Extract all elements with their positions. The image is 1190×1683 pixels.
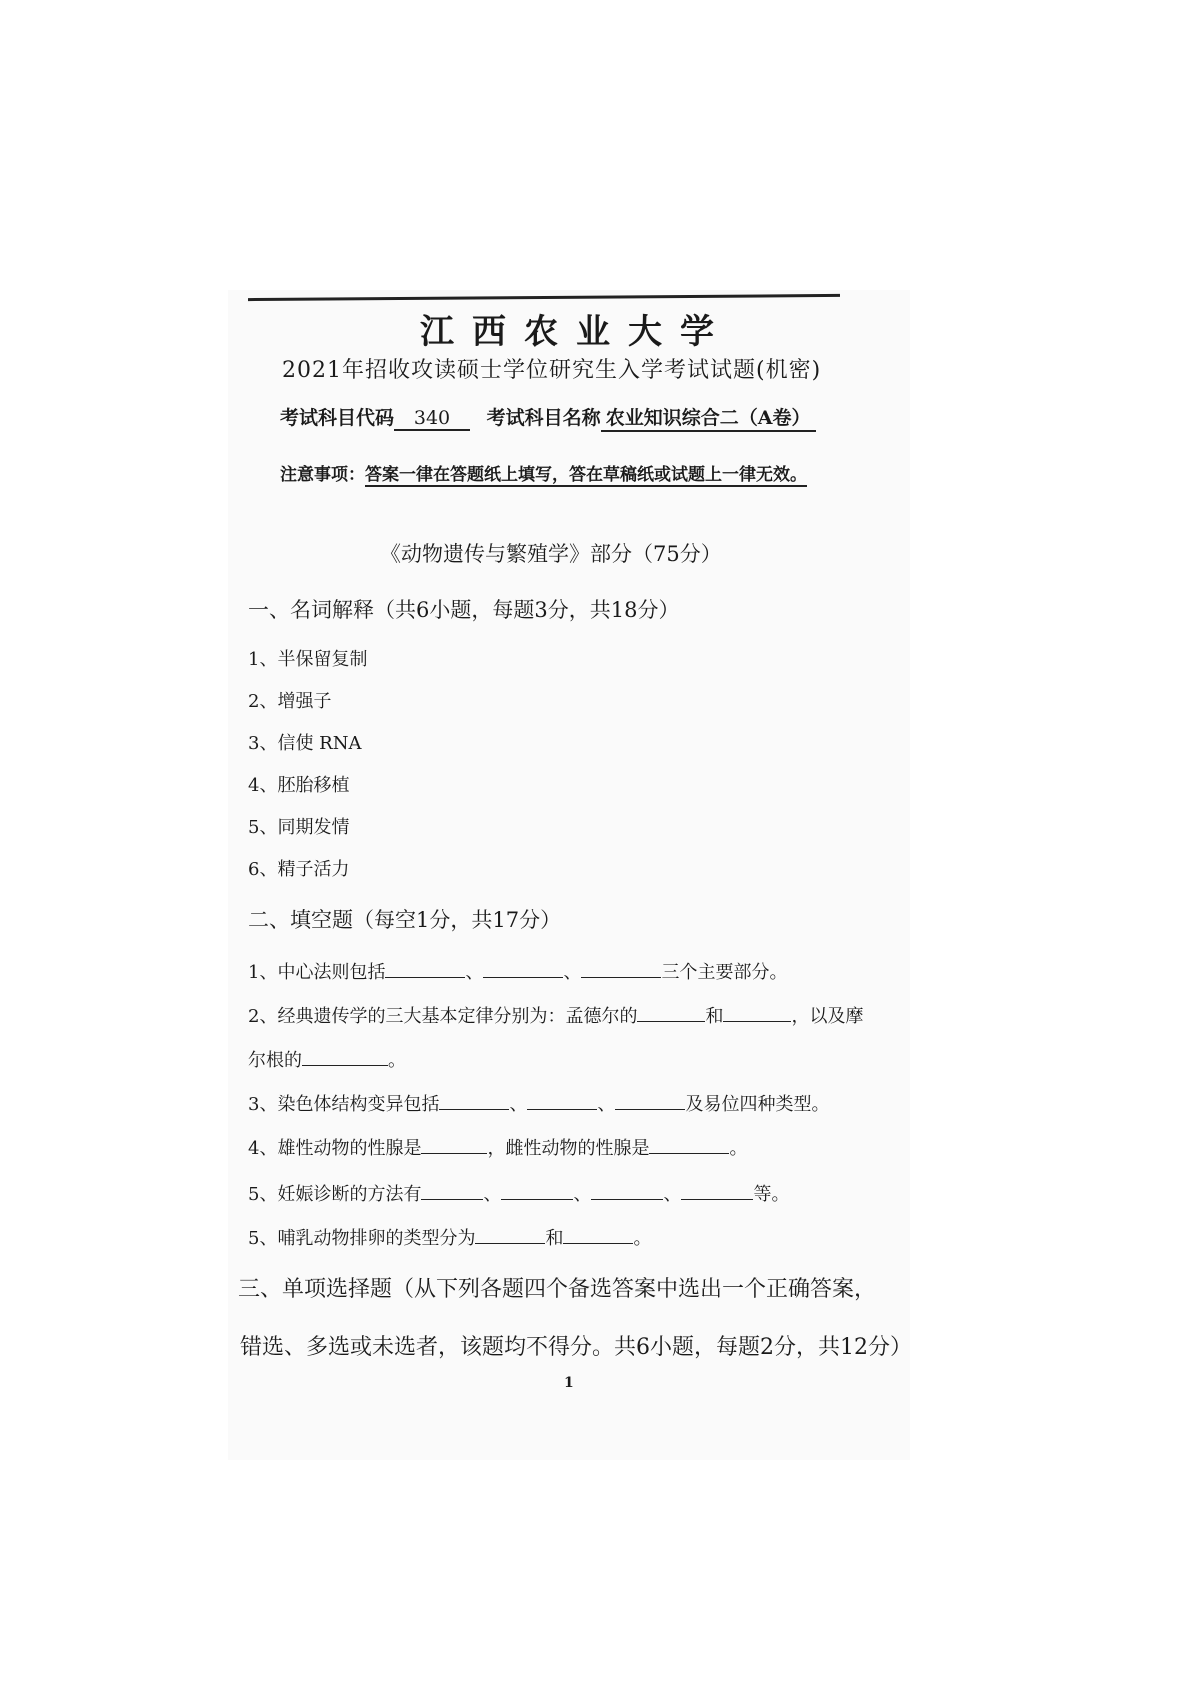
answer-blank[interactable] bbox=[563, 1225, 633, 1244]
answer-blank[interactable] bbox=[302, 1047, 388, 1066]
separator: 、 bbox=[483, 1184, 502, 1205]
university-name: 江西农业大学 bbox=[420, 312, 732, 352]
separator: 、 bbox=[563, 962, 582, 983]
question-text: 5、妊娠诊断的方法有 bbox=[248, 1184, 422, 1205]
subject-code: 340 bbox=[394, 407, 470, 431]
fill-question-2-line2 bbox=[248, 1046, 406, 1072]
answer-blank[interactable] bbox=[615, 1091, 685, 1110]
question-text: 。 bbox=[388, 1050, 406, 1071]
subject-code-label: 考试科目代码 bbox=[280, 407, 395, 429]
question-text: 和 bbox=[545, 1228, 564, 1249]
question-text: 尔根的 bbox=[248, 1050, 302, 1071]
answer-blank[interactable] bbox=[483, 959, 563, 978]
fill-question-1 bbox=[248, 958, 787, 984]
fill-question-4 bbox=[248, 1134, 747, 1160]
subject-name: 农业知识综合二（A卷） bbox=[601, 403, 816, 432]
section3-title-line2: 错选、多选或未选者，该题均不得分。共6小题，每题2分，共12分） bbox=[240, 1335, 912, 1360]
question-text: 4、雄性动物的性腺是 bbox=[248, 1138, 422, 1159]
answer-blank[interactable] bbox=[421, 1135, 487, 1154]
section1-title: 一、名词解释（共6小题，每题3分，共18分） bbox=[248, 598, 680, 622]
notice-label: 注意事项： bbox=[280, 465, 365, 485]
question-text: 5、哺乳动物排卵的类型分为 bbox=[248, 1228, 476, 1249]
question-text: 2、经典遗传学的三大基本定律分别为：孟德尔的 bbox=[248, 1006, 638, 1027]
separator: 、 bbox=[465, 962, 484, 983]
term-item: 1、半保留复制 bbox=[248, 649, 368, 670]
question-text: 1、中心法则包括 bbox=[248, 962, 386, 983]
exam-title: 2021年招收攻读硕士学位研究生入学考试试题(机密) bbox=[282, 358, 822, 383]
separator: 、 bbox=[573, 1184, 592, 1205]
page-number: 1 bbox=[564, 1375, 574, 1391]
part-title: 《动物遗传与繁殖学》部分（75分） bbox=[380, 542, 722, 566]
question-text: 。 bbox=[633, 1228, 652, 1249]
fill-question-3 bbox=[248, 1090, 829, 1116]
notice-text: 答案一律在答题纸上填写，答在草稿纸或试题上一律无效。 bbox=[365, 465, 807, 485]
separator: 、 bbox=[663, 1184, 682, 1205]
answer-blank[interactable] bbox=[439, 1091, 509, 1110]
term-item: 6、精子活力 bbox=[248, 859, 350, 880]
answer-blank[interactable] bbox=[681, 1181, 753, 1200]
term-item: 4、胚胎移植 bbox=[248, 775, 350, 796]
answer-blank[interactable] bbox=[591, 1181, 663, 1200]
separator: 、 bbox=[597, 1094, 616, 1115]
question-text: 和 bbox=[705, 1006, 724, 1027]
fill-question-2 bbox=[248, 1002, 863, 1028]
section3-title-line1: 三、单项选择题（从下列各题四个备选答案中选出一个正确答案， bbox=[238, 1277, 877, 1302]
separator: 、 bbox=[509, 1094, 528, 1115]
answer-blank[interactable] bbox=[637, 1003, 705, 1022]
question-text: 3、染色体结构变异包括 bbox=[248, 1094, 440, 1115]
fill-question-5 bbox=[248, 1180, 789, 1206]
term-item: 5、同期发情 bbox=[248, 817, 350, 838]
fill-question-6 bbox=[248, 1224, 651, 1250]
question-text: 三个主要部分。 bbox=[661, 962, 788, 983]
answer-blank[interactable] bbox=[581, 959, 661, 978]
answer-blank[interactable] bbox=[475, 1225, 545, 1244]
section2-title: 二、填空题（每空1分，共17分） bbox=[248, 908, 562, 932]
notice bbox=[280, 460, 807, 485]
subject-name-label: 考试科目名称 bbox=[486, 407, 601, 429]
answer-blank[interactable] bbox=[649, 1135, 729, 1154]
answer-blank[interactable] bbox=[527, 1091, 597, 1110]
question-text: ，以及摩 bbox=[791, 1006, 864, 1027]
answer-blank[interactable] bbox=[501, 1181, 573, 1200]
question-text: 等。 bbox=[753, 1184, 790, 1205]
question-text: ，雌性动物的性腺是 bbox=[487, 1138, 650, 1159]
subject-line bbox=[280, 403, 816, 432]
answer-blank[interactable] bbox=[723, 1003, 791, 1022]
term-item: 2、增强子 bbox=[248, 691, 332, 712]
answer-blank[interactable] bbox=[385, 959, 465, 978]
term-item: 3、信使 RNA bbox=[248, 733, 362, 754]
answer-blank[interactable] bbox=[421, 1181, 483, 1200]
question-text: 及易位四种类型。 bbox=[685, 1094, 830, 1115]
question-text: 。 bbox=[729, 1138, 748, 1159]
